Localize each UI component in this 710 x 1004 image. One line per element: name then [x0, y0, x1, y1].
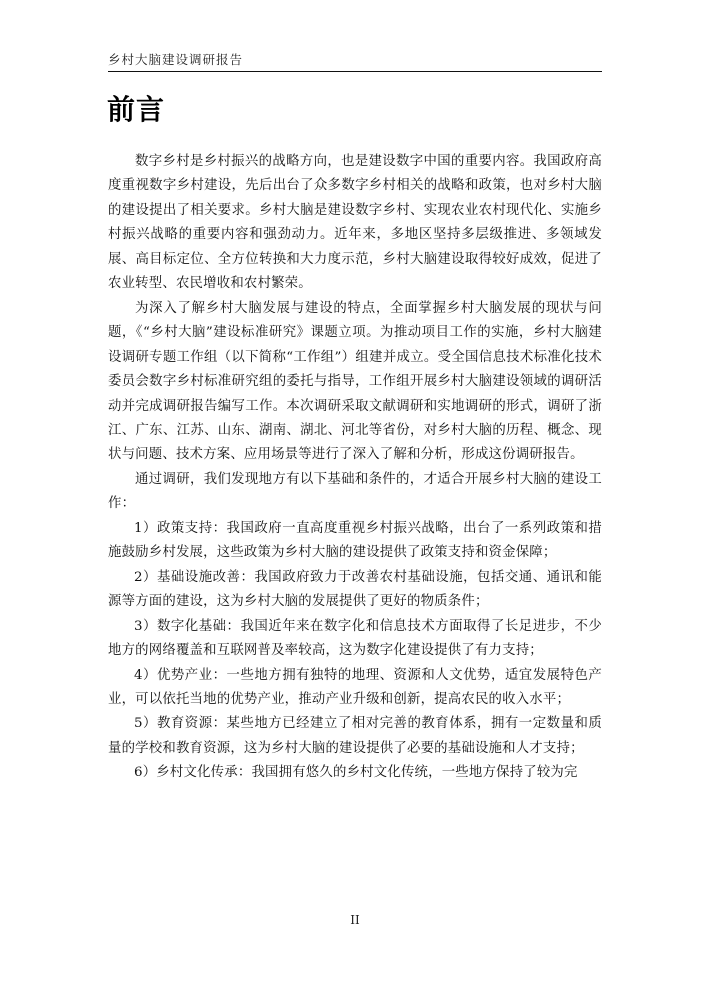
condition-item-culture: 6）乡村文化传承：我国拥有悠久的乡村文化传统，一些地方保持了较为完 — [134, 765, 578, 781]
condition-item-infrastructure: 2）基础设施改善：我国政府致力于改善农村基础设施，包括交通、通讯和能源等方面的建设，这为乡村大脑的发展提供了更好的物质条件； — [108, 569, 602, 610]
paragraph-conditions-lead: 通过调研，我们发现地方有以下基础和条件的，才适合开展乡村大脑的建设工作： — [108, 471, 602, 512]
condition-item-digital: 3）数字化基础：我国近年来在数字化和信息技术方面取得了长足进步，不少地方的网络覆盖和互联网普及率较高，这为数字化建设提供了有力支持； — [108, 618, 602, 659]
paragraph-intro: 数字乡村是乡村振兴的战略方向，也是建设数字中国的重要内容。我国政府高度重视数字乡村建设，先后出台了众多数字乡村相关的战略和政策，也对乡村大脑的建设提出了相关要求。乡村大脑是建设数字乡村、实现农业农村现代化、实施乡村振兴战略的重要内容和强劲动力。近年来，多地区坚持多层级推进、多领域发展、高目标定位、全方位转换和大力度示范，乡村大脑建设取得较好成效，促进了农业转型、农民增收和农村繁荣。 — [108, 154, 602, 292]
page-number: II — [350, 913, 360, 927]
condition-item-industry: 4）优势产业：一些地方拥有独特的地理、资源和人文优势，适宜发展特色产业，可以依托当地的优势产业，推动产业升级和创新，提高农民的收入水平； — [108, 667, 602, 707]
section-title: 前言 — [107, 93, 166, 126]
body-text — [108, 150, 602, 786]
condition-item-policy: 1）政策支持：我国政府一直高度重视乡村振兴战略，出台了一系列政策和措施鼓励乡村发展，这些政策为乡村大脑的建设提供了政策支持和资金保障； — [108, 520, 602, 561]
running-header: 乡村大脑建设调研报告 — [108, 52, 244, 67]
paragraph-background: 为深入了解乡村大脑发展与建设的特点，全面掌握乡村大脑发展的现状与问题，《“乡村大脑”建设标准研究》课题立项。为推动项目工作的实施，乡村大脑建设调研专题工作组（以下简称“工作组”）组建并成立。受全国信息技术标准化技术委员会数字乡村标准研究组的委托与指导，工作组开展乡村大脑建设领域的调研活动并完成调研报告编写工作。本次调研采取文献调研和实地调研的形式，调研了浙江、广东、江苏、山东、湖南、湖北、河北等省份，对乡村大脑的历程、概念、现状与问题、技术方案、应用场景等进行了深入了解和分析，形成这份调研报告。 — [108, 300, 602, 463]
condition-item-education: 5）教育资源：某些地方已经建立了相对完善的教育体系，拥有一定数量和质量的学校和教育资源，这为乡村大脑的建设提供了必要的基础设施和人才支持； — [108, 716, 602, 756]
header-divider — [108, 71, 602, 72]
